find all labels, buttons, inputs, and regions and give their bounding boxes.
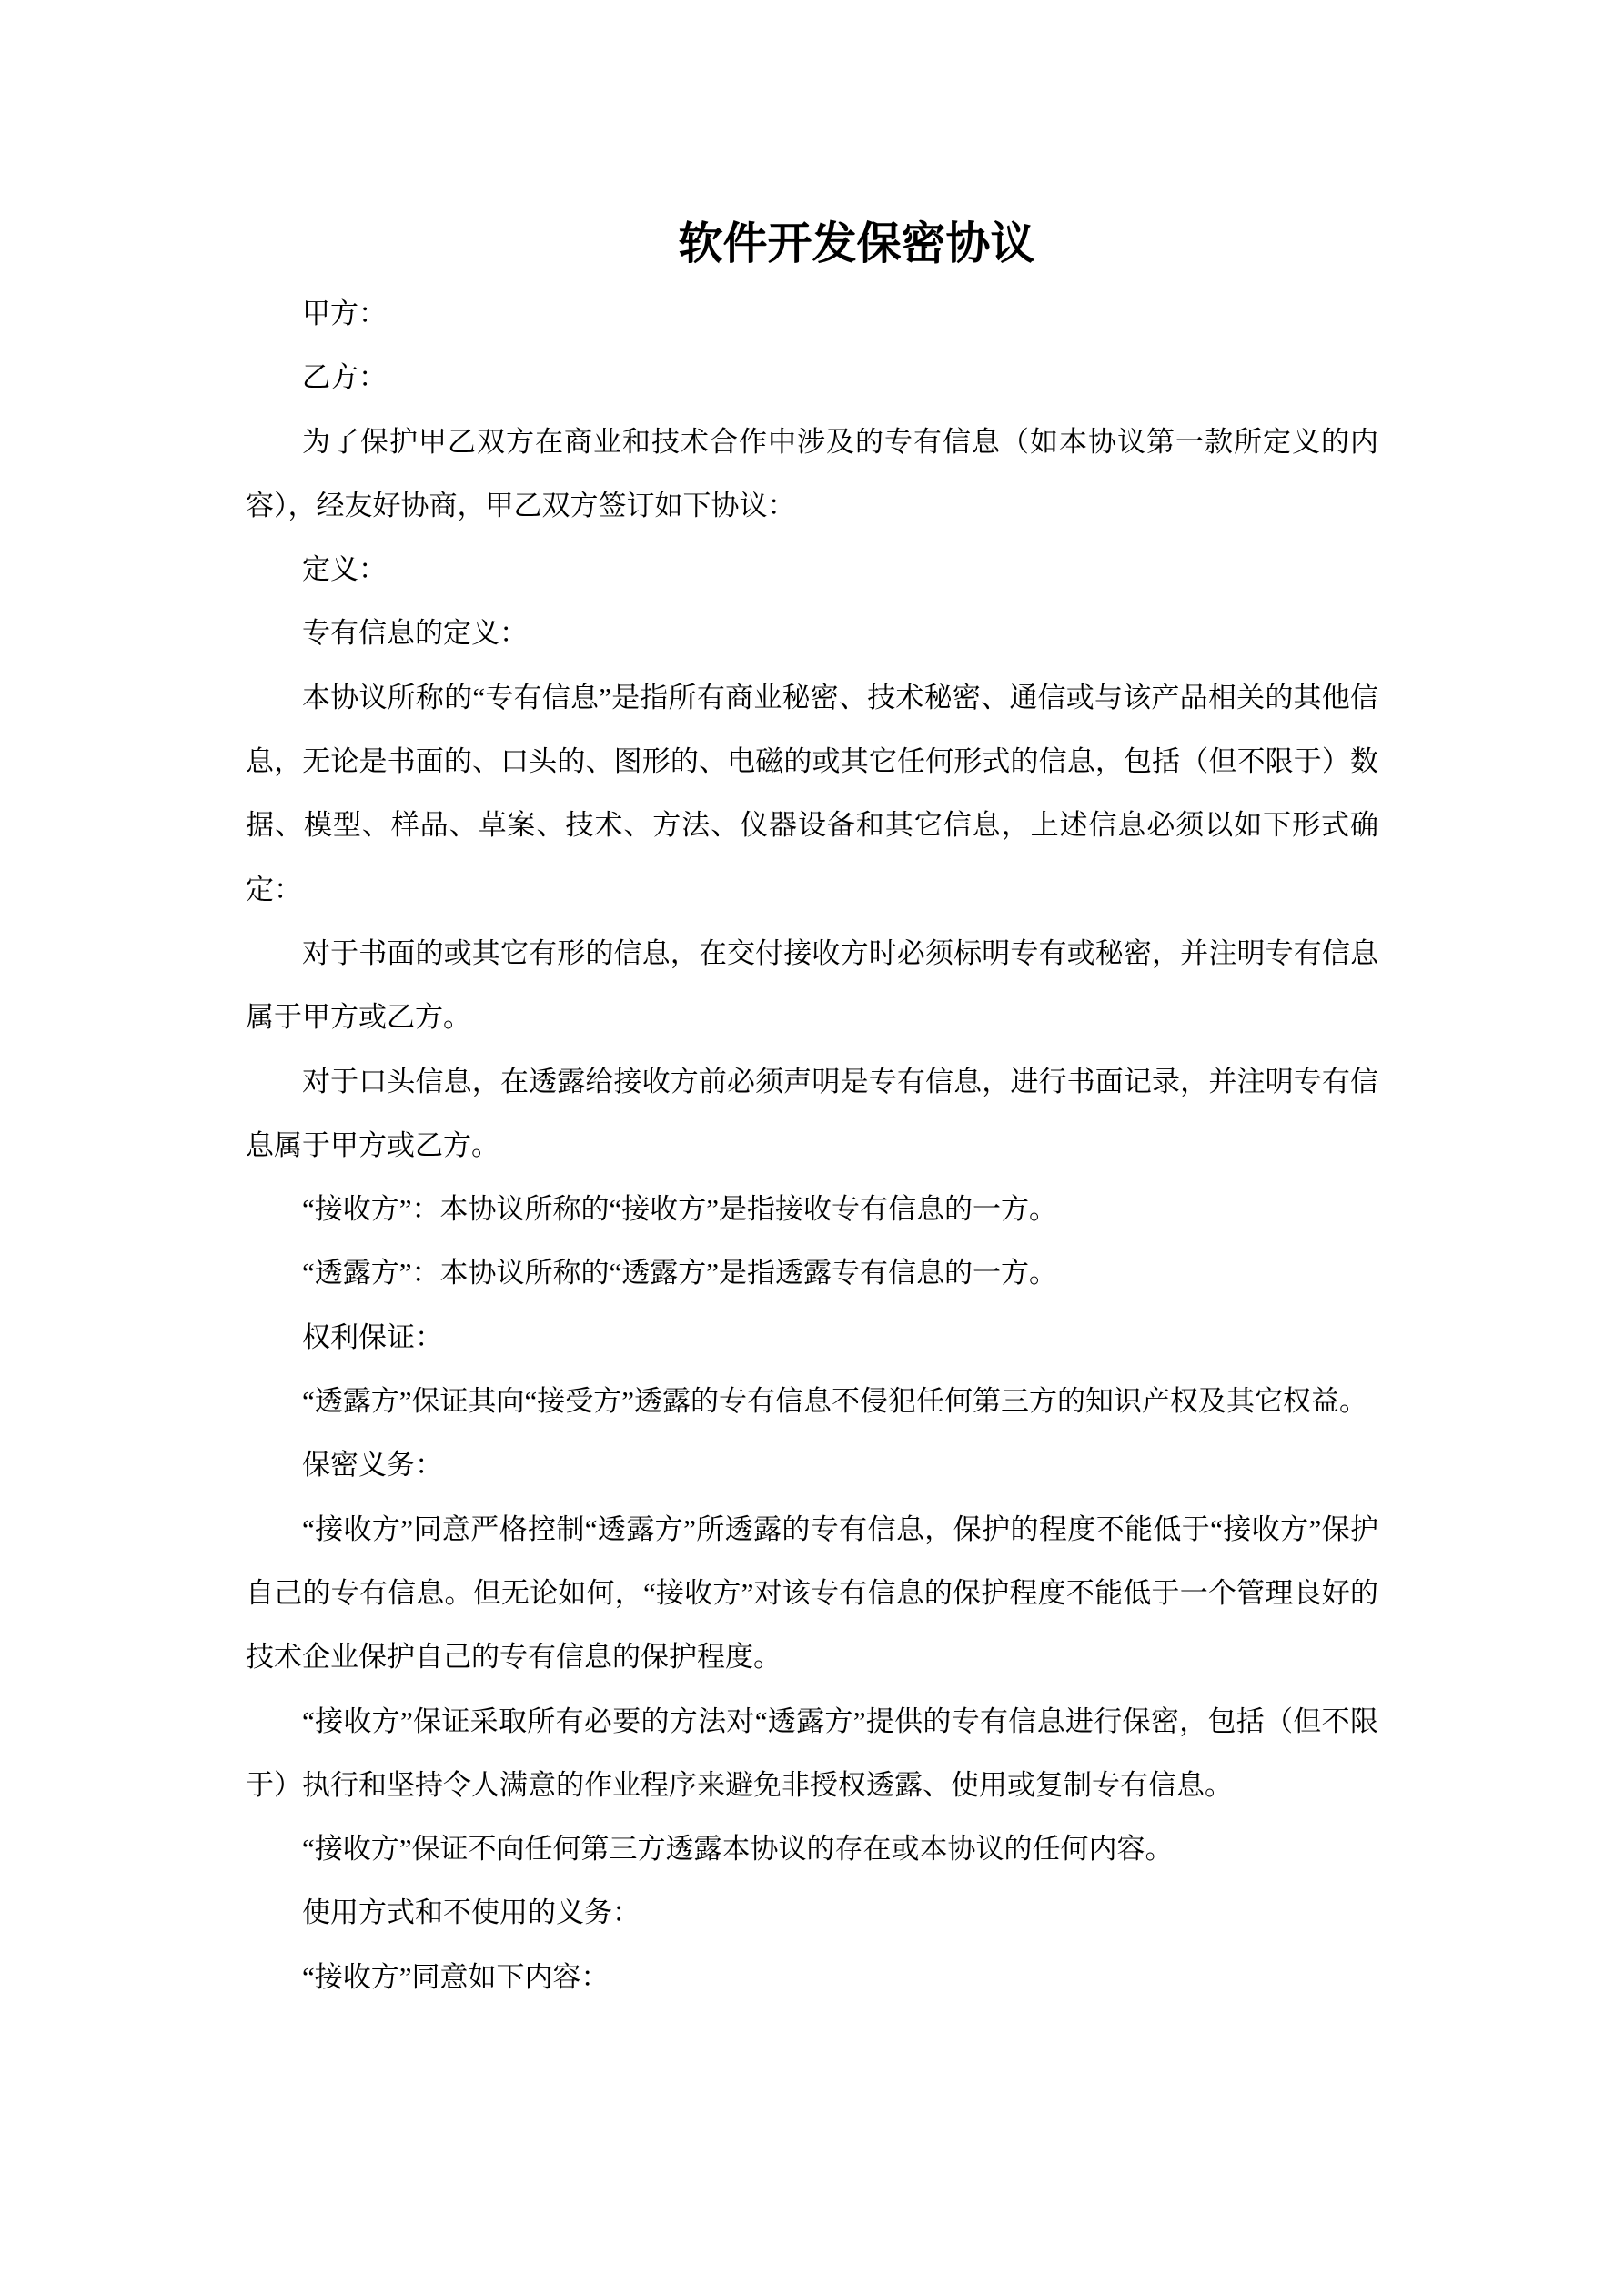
- document-paragraph: “透露方”：本协议所称的“透露方”是指透露专有信息的一方。: [302, 1257, 1058, 1290]
- document-paragraph: 保密义务：: [302, 1449, 443, 1482]
- document-paragraph: “透露方”保证其向“接受方”透露的专有信息不侵犯任何第三方的知识产权及其它权益。: [302, 1385, 1368, 1418]
- document-title: 软件开发保密协议: [678, 218, 1035, 268]
- document-paragraph: 定义：: [302, 553, 387, 586]
- document-paragraph: 权利保证：: [302, 1320, 443, 1353]
- document-paragraph: “接收方”保证不向任何第三方透露本协议的存在或本协议的任何内容。: [302, 1833, 1174, 1866]
- document-paragraph: 为了保护甲乙双方在商业和技术合作中涉及的专有信息（如本协议第一款所定义的内容），经友好协商，甲乙双方签订如下协议：: [246, 425, 1378, 521]
- document-paragraph: 使用方式和不使用的义务：: [302, 1896, 641, 1929]
- document-paragraph: “接收方”同意严格控制“透露方”所透露的专有信息，保护的程度不能低于“接收方”保护自己的专有信息。但无论如何，“接收方”对该专有信息的保护程度不能低于一个管理良好的技术企业保护自己的专有信息的保护程度。: [246, 1512, 1378, 1674]
- document-paragraph: 专有信息的定义：: [302, 617, 528, 650]
- document-paragraph: 对于口头信息，在透露给接收方前必须声明是专有信息，进行书面记录，并注明专有信息属于甲方或乙方。: [246, 1065, 1378, 1161]
- document-paragraph: 对于书面的或其它有形的信息，在交付接收方时必须标明专有或秘密，并注明专有信息属于甲方或乙方。: [246, 936, 1378, 1034]
- document-body: [246, 282, 1378, 2009]
- document-paragraph: “接收方”同意如下内容：: [302, 1960, 610, 1993]
- document-paragraph: 本协议所称的“专有信息”是指所有商业秘密、技术秘密、通信或与该产品相关的其他信息，无论是书面的、口头的、图形的、电磁的或其它任何形式的信息，包括（但不限于）数据、模型、样品、草案、技术、方法、仪器设备和其它信息，上述信息必须以如下形式确定：: [246, 681, 1378, 905]
- document-paragraph: “接收方”保证采取所有必要的方法对“透露方”提供的专有信息进行保密，包括（但不限于）执行和坚持令人满意的作业程序来避免非授权透露、使用或复制专有信息。: [246, 1704, 1378, 1801]
- document-paragraph: 甲方：: [302, 298, 387, 329]
- document-paragraph: 乙方：: [302, 361, 387, 394]
- document-paragraph: “接收方”：本协议所称的“接收方”是指接收专有信息的一方。: [302, 1193, 1058, 1226]
